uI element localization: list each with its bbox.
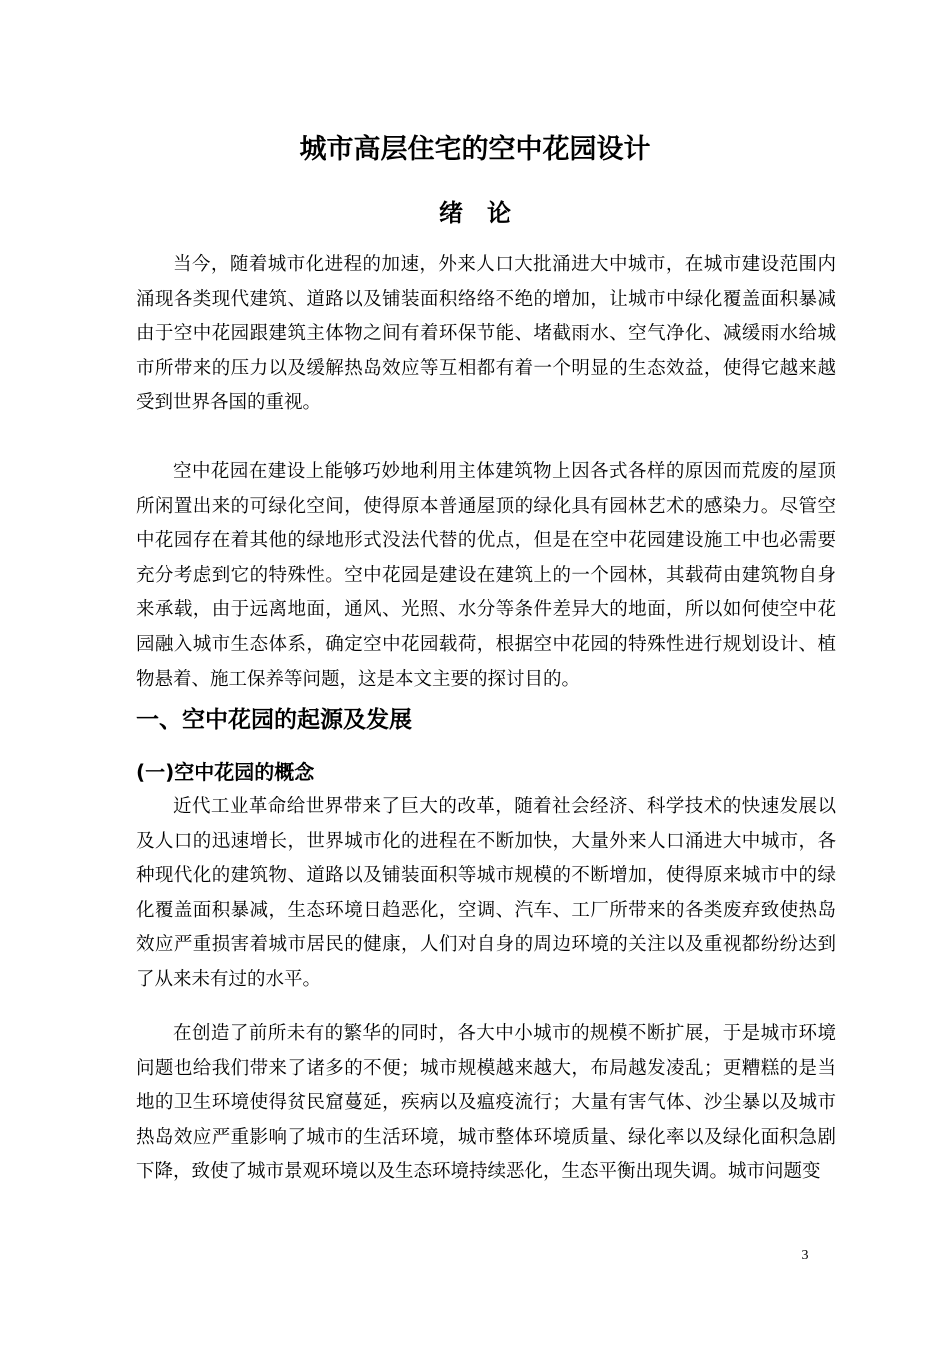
subsection-heading: (一)空中花园的概念 [136,760,315,784]
intro-paragraph-2: 空中花园在建设上能够巧妙地利用主体建筑物上因各式各样的原因而荒废的屋顶所闲置出来的可绿化空间，使得原本普通屋顶的绿化具有园林艺术的感染力。尽管空中花园存在着其他的绿地形式没法代替的优点，但是在空中花园建设施工中也必需要充分考虑到它的特殊性。空中花园是建设在建筑上的一个园林，其载荷由建筑物自身来承载，由于远离地面，通风、光照、水分等条件差异大的地面，所以如何使空中花园融入城市生态体系，确定空中花园载荷，根据空中花园的特殊性进行规划设计、植物悬着、施工保养等问题，这是本文主要的探讨目的。 [136,461,836,690]
document-title: 城市高层住宅的空中花园设计 [299,134,651,165]
section-paragraph-1: 近代工业革命给世界带来了巨大的改革，随着社会经济、科学技术的快速发展以及人口的迅速增长，世界城市化的进程在不断加快，大量外来人口涌进大中城市，各种现代化的建筑物、道路以及铺装面积等城市规模的不断增加，使得原来城市中的绿化覆盖面积暴减，生态环境日趋恶化，空调、汽车、工厂所带来的各类废弃致使热岛效应严重损害着城市居民的健康，人们对自身的周边环境的关注以及重视都纷纷达到了从来未有过的水平。 [136,796,836,990]
section-paragraph-2: 在创造了前所未有的繁华的同时，各大中小城市的规模不断扩展，于是城市环境问题也给我们带来了诸多的不便；城市规模越来越大，布局越发凌乱；更糟糕的是当地的卫生环境使得贫民窟蔓延，疾病以及瘟疫流行；大量有害气体、沙尘暴以及城市热岛效应严重影响了城市的生活环境，城市整体环境质量、绿化率以及绿化面积急剧下降，致使了城市景观环境以及生态环境持续恶化，生态平衡出现失调。城市问题变 [136,1023,836,1183]
intro-heading: 绪论 [439,199,535,227]
page-number: 3 [801,1248,809,1263]
intro-paragraph-1: 当今，随着城市化进程的加速，外来人口大批涌进大中城市，在城市建设范围内涌现各类现代建筑、道路以及铺装面积络络不绝的增加，让城市中绿化覆盖面积暴减由于空中花园跟建筑主体物之间有着环保节能、堵截雨水、空气净化、减缓雨水给城市所带来的压力以及缓解热岛效应等互相都有着一个明显的生态效益，使得它越来越受到世界各国的重视。 [136,254,836,414]
section-heading: 一、空中花园的起源及发展 [136,707,412,733]
